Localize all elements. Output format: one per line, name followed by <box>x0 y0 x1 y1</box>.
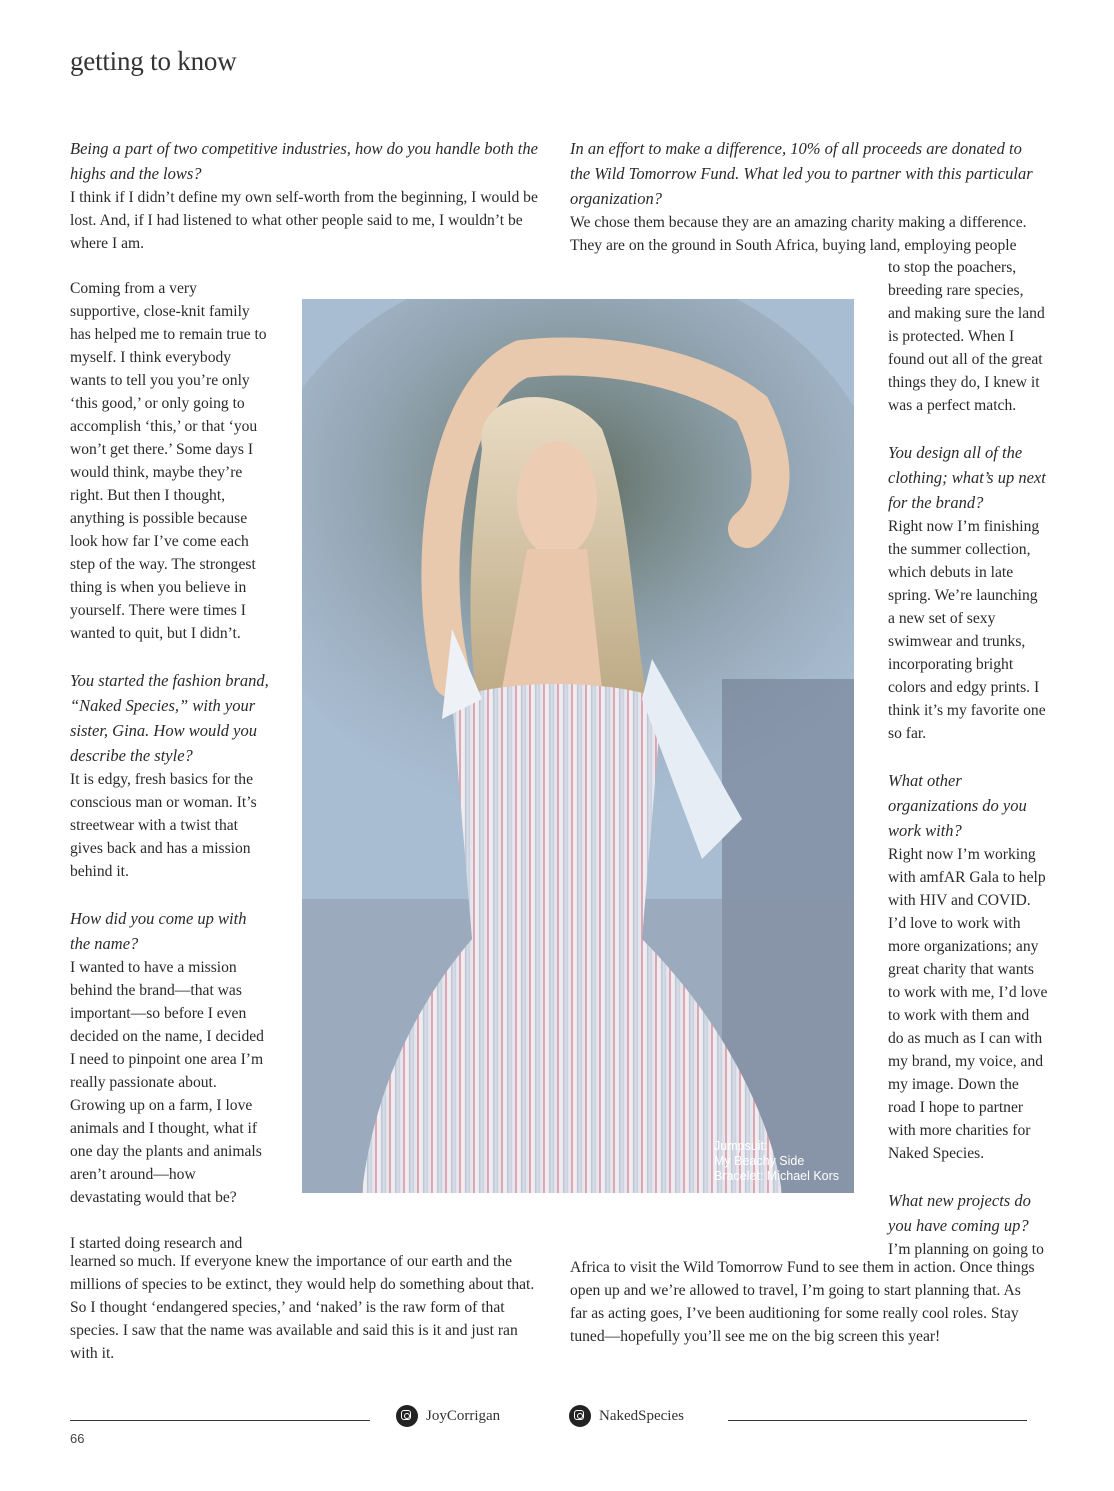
photo-caption <box>714 1139 839 1184</box>
left-bottom-paragraph <box>70 1250 545 1365</box>
answer-brand-style: It is edgy, fresh basics for the conscious man or woman. It’s streetwear with a twist that gives back and has a mission behind it. <box>70 771 257 880</box>
social-joycorrigan[interactable] <box>396 1405 500 1427</box>
caption-jumpsuit-label: Jumpsuit: <box>714 1139 768 1153</box>
answer-brand-name-continued: I started doing research and <box>70 1235 243 1252</box>
question-highs-lows: Being a part of two competitive industries, how do you handle both the highs and the lows? <box>70 139 538 183</box>
portrait-illustration <box>302 299 854 1193</box>
footer-rule-right <box>728 1420 1027 1421</box>
answer-new-projects: Africa to visit the Wild Tomorrow Fund to see them in action. Once things open up and we’re allowed to travel, I’m going to start planning that. As far as acting goes, I’ve been auditioning for some really cool roles. Stay tuned—hopefully you’ll see me on the big screen this year! <box>570 1259 1035 1345</box>
answer-wild-tomorrow-continued: to stop the poachers, breeding rare species, and making sure the land is protected. When I found out all of the great things they do, I knew it was a perfect match. <box>888 259 1045 414</box>
intro-qa-right <box>570 136 1040 257</box>
answer-highs-lows: I think if I didn’t define my own self-worth from the beginning, I would be lost. And, if I had listened to what other people said to me, I wouldn’t be where I am. <box>70 189 538 252</box>
question-new-projects: What new projects do you have coming up? <box>888 1191 1031 1235</box>
instagram-icon <box>569 1405 591 1427</box>
left-column <box>70 277 270 1255</box>
social-handle-nakedspecies: NakedSpecies <box>599 1407 684 1424</box>
question-wild-tomorrow: In an effort to make a difference, 10% of all proceeds are donated to the Wild Tomorrow Fund. What led you to partner with this particular organization? <box>570 139 1033 208</box>
portrait-photo <box>302 299 854 1193</box>
answer-new-projects-start: I’m planning on going to <box>888 1241 1044 1258</box>
answer-brand-name-end: learned so much. If everyone knew the importance of our earth and the millions of species to be extinct, they would help do something about that. So I thought ‘endangered species,’ and ‘naked’ is the raw form of that species. I saw that the name was available and said this is it and just ran with it. <box>70 1253 535 1362</box>
social-nakedspecies[interactable] <box>569 1405 684 1427</box>
social-handle-joycorrigan: JoyCorrigan <box>426 1407 501 1424</box>
footer-rule-left <box>70 1420 370 1421</box>
section-title: getting to know <box>70 46 237 76</box>
answer-next-for-brand: Right now I’m finishing the summer collection, which debuts in late spring. We’re launching a new set of sexy swimwear and trunks, incorporating bright colors and edgy prints. I think it’s my favorite one so far. <box>888 518 1046 742</box>
caption-bracelet: Bracelet: Michael Kors <box>714 1169 840 1183</box>
answer-other-organizations: Right now I’m working with amfAR Gala to help with HIV and COVID. I’d love to work with more organizations; any great charity that wants to work with me, I’d love to work with them and do as much as I can with my brand, my voice, and my image. Down the road I hope to partner with more charities for Naked Species. <box>888 846 1048 1162</box>
right-column <box>888 256 1048 1261</box>
page-number: 66 <box>70 1431 85 1446</box>
question-brand-style: You started the fashion brand, “Naked Species,” with your sister, Gina. How would you describe the style? <box>70 671 269 765</box>
right-bottom-paragraph <box>570 1256 1040 1348</box>
instagram-icon <box>396 1405 418 1427</box>
question-other-organizations: What other organizations do you work with? <box>888 771 1027 840</box>
answer-wild-tomorrow: We chose them because they are an amazing charity making a difference. They are on the ground in South Africa, buying land, employing people <box>570 214 1027 254</box>
caption-jumpsuit-brand: My Beachy Side <box>714 1154 805 1168</box>
question-brand-name: How did you come up with the name? <box>70 909 247 953</box>
answer-brand-name: I wanted to have a mission behind the brand—that was important—so before I even decided on the name, I decided I need to pinpoint one area I’m really passionate about. Growing up on a farm, I love animals and I thought, what if one day the plants and animals aren’t around—how devastating would that be? <box>70 959 264 1206</box>
question-next-for-brand: You design all of the clothing; what’s up next for the brand? <box>888 443 1046 512</box>
answer-family: Coming from a very supportive, close-knit family has helped me to remain true to myself. I think everybody wants to tell you you’re only ‘this good,’ or only going to accomplish ‘this,’ or that ‘you won’t get there.’ Some days I would think, maybe they’re right. But then I thought, anything is possible because look how far I’ve come each step of the way. The strongest thing is when you believe in yourself. There were times I wanted to quit, but I didn’t. <box>70 280 267 642</box>
intro-qa-left <box>70 136 545 255</box>
